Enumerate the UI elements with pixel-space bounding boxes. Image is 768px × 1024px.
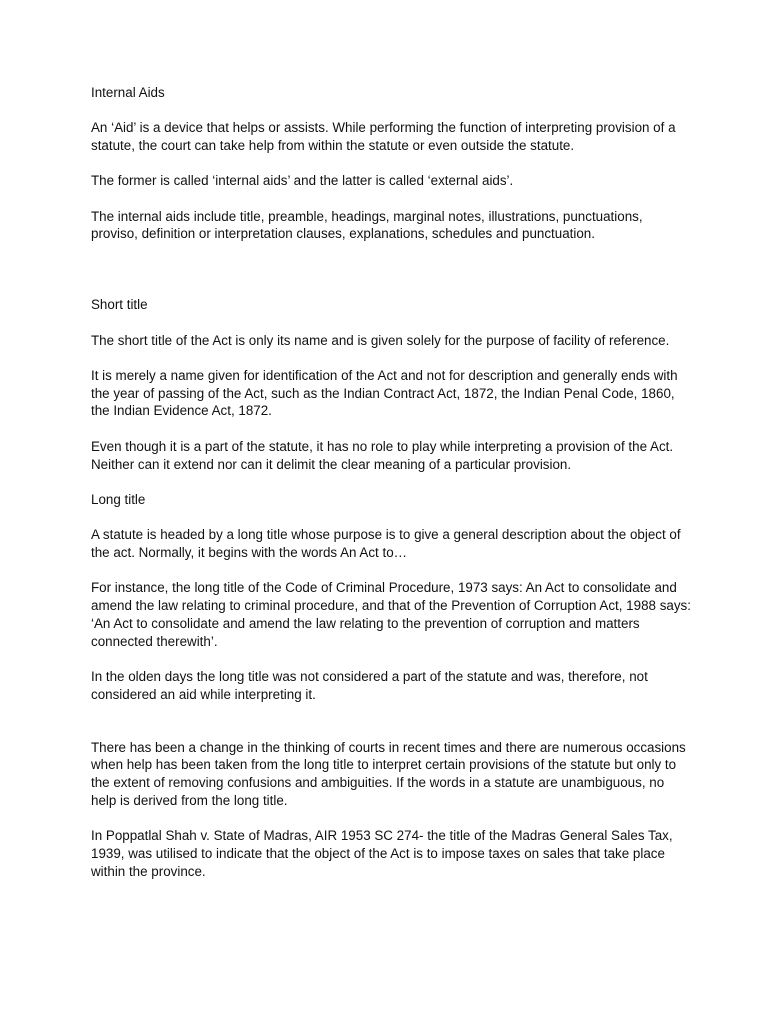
heading-internal-aids: Internal Aids <box>91 85 165 100</box>
paragraph-short-title-role: Even though it is a part of the statute, it has no role to play while interpreting a provision of the Act. Neither can it extend nor can it delimit the clear meaning of a particular provision. <box>91 438 674 472</box>
paragraph-long-title-headed: A statute is headed by a long title whose purpose is to give a general description about the object of the act. Normally, it begins with the words An Act to… <box>91 527 681 560</box>
heading-short-title: Short title <box>91 297 148 313</box>
paragraph-short-title-identification: It is merely a name given for identification of the Act and not for description and generally ends with the year of passing of the Act, such as the Indian Contract Act, 1872, the Indian Penal Code, 1860, the Indian Evidence Act, 1872. <box>91 367 678 419</box>
heading-long-title: Long title <box>91 491 146 507</box>
paragraph-internal-aids-include: The internal aids include title, preamble, headings, marginal notes, illustrations, punctuations, proviso, definition or interpretation clauses, explanations, schedules and punctuation. <box>91 208 643 242</box>
paragraph-long-title-change: There has been a change in the thinking of courts in recent times and there are numerous occasions when help has been taken from the long title to interpret certain provisions of the statute but only to the extent of removing confusions and ambiguities. If the words in a statute are unambiguous, no help is derived from the long title. <box>91 739 686 808</box>
paragraph-long-title-instance: For instance, the long title of the Code of Criminal Procedure, 1973 says: An Act to consolidate and amend the law relating to criminal procedure, and that of the Prevention of Corruption Act, 1988 says: ‘An Act to consolidate and amend the law relating to the prevention of corruption and matters connected therewith’. <box>91 580 691 649</box>
paragraph-poppatlal-case: In Poppatlal Shah v. State of Madras, AIR 1953 SC 274- the title of the Madras General Sales Tax, 1939, was utilised to indicate that the object of the Act is to impose taxes on sales that take place within the province. <box>91 828 673 879</box>
paragraph-former-latter: The former is called ‘internal aids’ and the latter is called ‘external aids’. <box>91 173 514 189</box>
paragraph-short-title-name: The short title of the Act is only its name and is given solely for the purpose of facility of reference. <box>91 332 670 348</box>
paragraph-aid-definition: An ‘Aid’ is a device that helps or assists. While performing the function of interpreting provision of a statute, the court can take help from within the statute or even outside the statute. <box>91 120 676 154</box>
paragraph-long-title-olden: In the olden days the long title was not considered a part of the statute and was, therefore, not considered an aid while interpreting it. <box>91 668 648 702</box>
document-body <box>91 84 691 898</box>
